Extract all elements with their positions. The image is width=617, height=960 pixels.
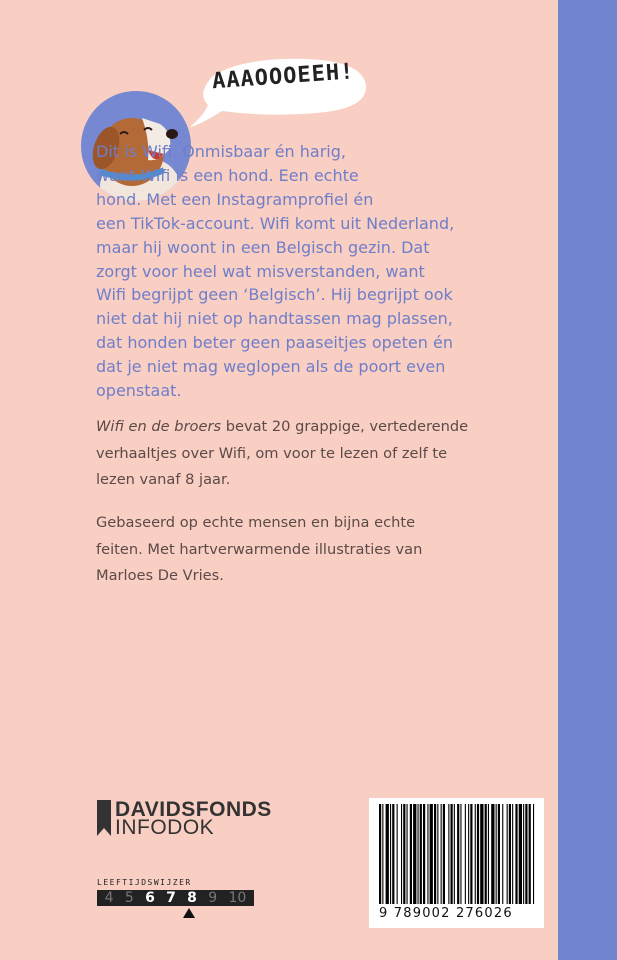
age-number: 7 bbox=[166, 890, 176, 906]
barcode-bar bbox=[460, 804, 461, 904]
age-number: 10 bbox=[228, 890, 247, 906]
barcode-bar bbox=[515, 804, 517, 904]
age-number: 6 bbox=[145, 890, 155, 906]
barcode-bar bbox=[465, 804, 466, 904]
publisher-name-2: INFODOK bbox=[115, 816, 215, 839]
barcode-bar bbox=[470, 804, 472, 904]
intro-line: Dit is Wifi. Onmisbaar én harig, bbox=[96, 142, 346, 161]
age-number: 5 bbox=[124, 890, 134, 906]
barcode-bar bbox=[475, 804, 476, 904]
intro-line: openstaat. bbox=[96, 381, 182, 401]
barcode-bar bbox=[529, 804, 531, 904]
isbn-number: 9 789002 276026 bbox=[379, 906, 513, 921]
barcode-bar bbox=[427, 804, 428, 904]
barcode-bar bbox=[519, 804, 522, 904]
credits-line: Gebaseerd op echte mensen en bijna echte bbox=[96, 514, 416, 531]
summary-line bbox=[96, 414, 556, 441]
barcode-bar bbox=[491, 804, 494, 904]
barcode-bar bbox=[392, 804, 394, 904]
barcode-bar bbox=[477, 804, 479, 904]
barcode-bar bbox=[401, 804, 402, 904]
barcode-bar bbox=[480, 804, 483, 904]
age-guide-bar bbox=[97, 890, 254, 906]
barcode-bar bbox=[441, 804, 442, 904]
intro-line: dat je niet mag weglopen als de poort even bbox=[96, 357, 446, 377]
intro-line: een TikTok-account. Wifi komt uit Nederland, bbox=[96, 213, 455, 233]
barcode-bar bbox=[468, 804, 469, 904]
barcode-bar bbox=[509, 804, 511, 904]
publisher-name-1: DAVIDSFONDS bbox=[115, 798, 272, 821]
barcode-bar bbox=[485, 804, 487, 904]
barcode bbox=[369, 798, 544, 928]
intro-line: niet dat hij niet op handtassen mag plassen, bbox=[96, 309, 453, 329]
summary-line-rest: bevat 20 grappige, vertederende bbox=[221, 418, 469, 435]
speech-bubble-text: AAAOOOEEH! bbox=[211, 59, 356, 95]
age-number: 8 bbox=[187, 890, 197, 906]
credits-line: Marloes De Vries. bbox=[96, 567, 224, 585]
barcode-bar bbox=[430, 804, 433, 904]
barcode-bars bbox=[377, 804, 537, 908]
intro-line: hond. Met een Instagramprofiel én bbox=[96, 189, 374, 209]
intro-line: dat honden beter geen paaseitjes opeten én bbox=[96, 333, 453, 353]
barcode-bar bbox=[457, 804, 459, 904]
barcode-bar bbox=[397, 804, 398, 904]
intro-line: Wifi begrijpt geen ‘Belgisch’. Hij begrijpt ook bbox=[96, 285, 453, 305]
barcode-bar bbox=[523, 804, 524, 904]
barcode-bar bbox=[525, 804, 527, 904]
age-pointer-icon bbox=[183, 908, 195, 918]
barcode-bar bbox=[488, 804, 489, 904]
barcode-bar bbox=[379, 804, 381, 904]
barcode-bar bbox=[498, 804, 500, 904]
publisher-logo bbox=[97, 798, 297, 842]
barcode-bar bbox=[413, 804, 416, 904]
intro-paragraph bbox=[96, 140, 556, 403]
book-title: Wifi en de broers bbox=[96, 418, 222, 435]
barcode-bar bbox=[454, 804, 455, 904]
age-number: 9 bbox=[208, 890, 218, 906]
intro-line: maar hij woont in een Belgisch gezin. Dat bbox=[96, 237, 430, 257]
barcode-bar bbox=[448, 804, 449, 904]
barcode-bar bbox=[418, 804, 419, 904]
barcode-bar bbox=[403, 804, 405, 904]
age-guide-label: LEEFTIJDSWIJZER bbox=[97, 878, 192, 887]
barcode-bar bbox=[512, 804, 513, 904]
barcode-bar bbox=[410, 804, 412, 904]
intro-line: zorgt voor heel wat misverstanden, want bbox=[96, 261, 425, 281]
barcode-bar bbox=[434, 804, 436, 904]
credits-line: feiten. Met hartverwarmende illustraties van bbox=[96, 540, 423, 558]
intro-line: want Wifi is een hond. Een echte bbox=[96, 165, 359, 185]
summary-line: lezen vanaf 8 jaar. bbox=[96, 471, 231, 489]
bookmark-icon bbox=[97, 800, 111, 836]
summary-line: verhaaltjes over Wifi, om voor te lezen of zelf te bbox=[96, 444, 448, 462]
barcode-bar bbox=[507, 804, 508, 904]
barcode-bar bbox=[496, 804, 497, 904]
barcode-bar bbox=[407, 804, 408, 904]
barcode-bar bbox=[533, 804, 534, 904]
credits-paragraph bbox=[96, 510, 556, 590]
barcode-bar bbox=[423, 804, 425, 904]
barcode-bar bbox=[437, 804, 438, 904]
summary-paragraph bbox=[96, 414, 556, 494]
age-number: 4 bbox=[104, 890, 114, 906]
barcode-bar bbox=[502, 804, 503, 904]
barcode-bar bbox=[390, 804, 391, 904]
age-guide bbox=[97, 878, 257, 922]
barcode-bar bbox=[443, 804, 445, 904]
barcode-bar bbox=[420, 804, 422, 904]
barcode-bar bbox=[382, 804, 383, 904]
spine-stripe bbox=[558, 0, 617, 960]
barcode-bar bbox=[386, 804, 389, 904]
barcode-bar bbox=[451, 804, 453, 904]
